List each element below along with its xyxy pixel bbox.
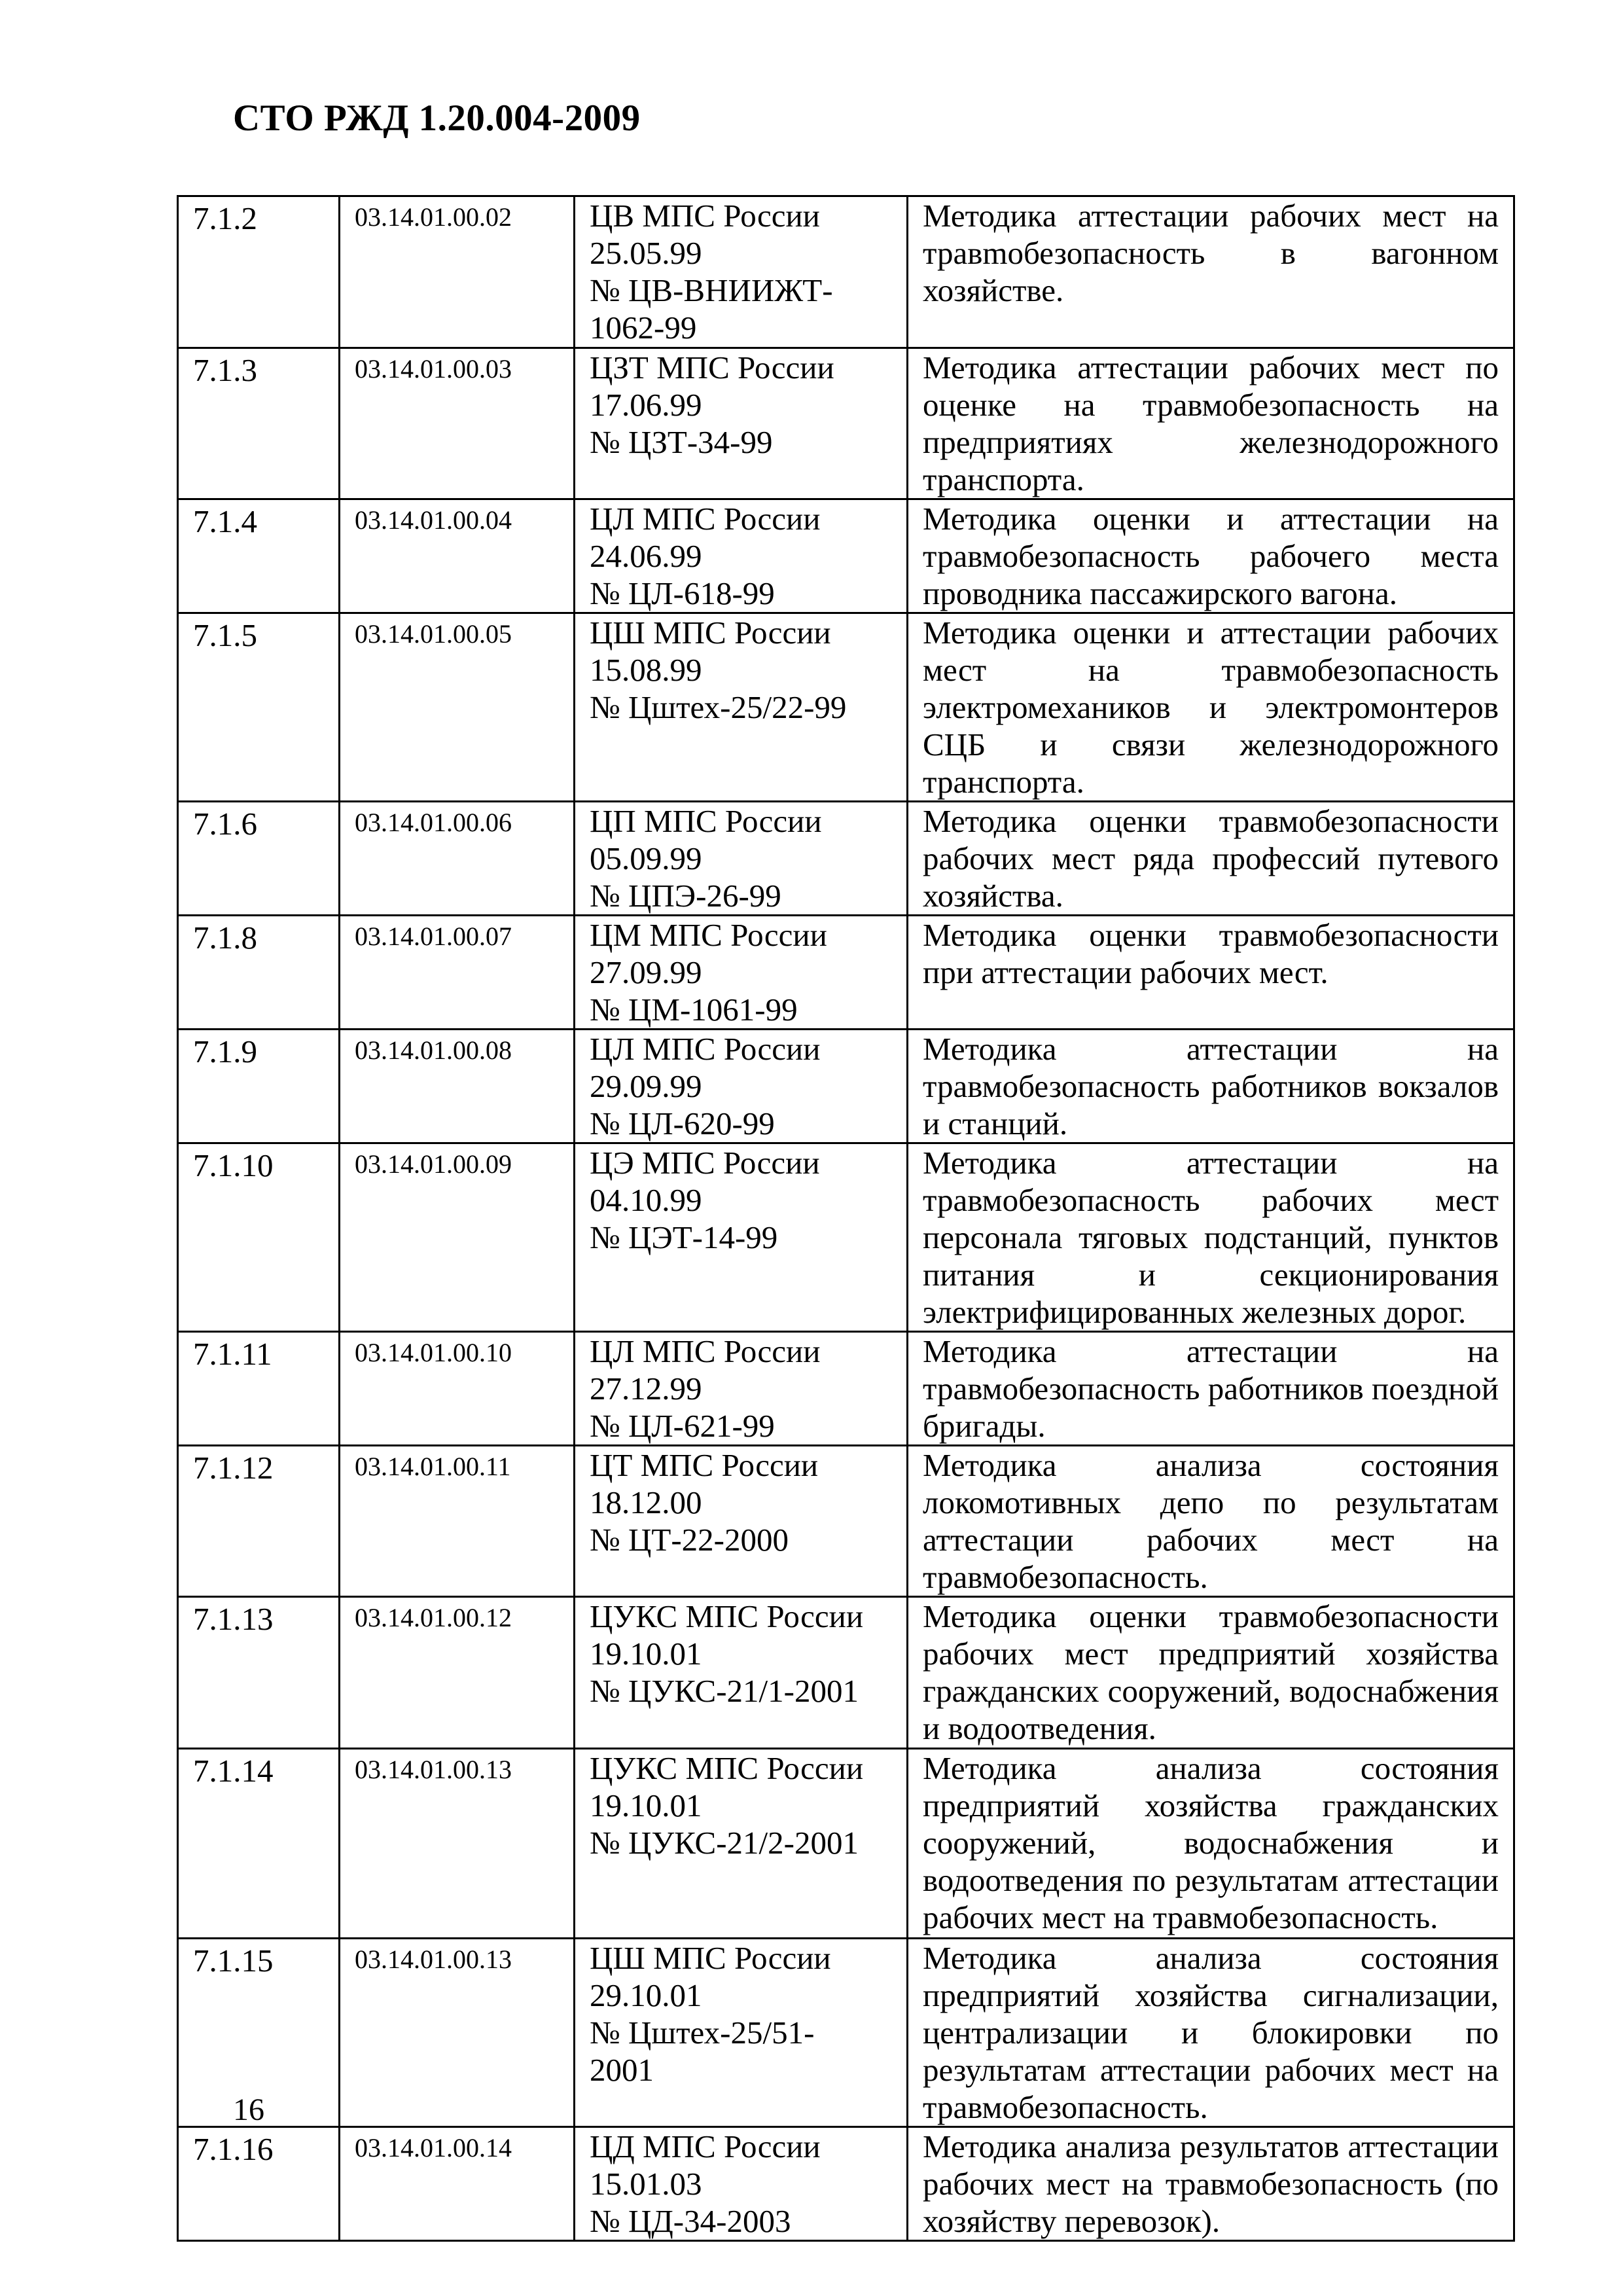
approval-line: № ЦУКС-21/2-2001 (590, 1825, 859, 1861)
table-row (178, 1749, 1514, 1939)
cell-item-number: 7.1.4 (178, 499, 340, 613)
cell-document-title: Методика оценки травмобезопасности рабочих мест ряда профессий путевого хозяйства. (908, 802, 1514, 916)
approval-line: № ЦЛ-618-99 (590, 575, 775, 611)
standards-table (177, 195, 1515, 2242)
cell-classifier-code: 03.14.01.00.04 (340, 499, 575, 613)
approval-line: № ЦЛ-621-99 (590, 1408, 775, 1444)
cell-item-number: 7.1.16 (178, 2127, 340, 2241)
approval-line: 1062-99 (590, 310, 697, 346)
cell-classifier-code: 03.14.01.00.07 (340, 916, 575, 1030)
approval-line: № ЦЗТ-34-99 (590, 424, 773, 460)
cell-classifier-code: 03.14.01.00.11 (340, 1446, 575, 1597)
cell-classifier-code: 03.14.01.00.12 (340, 1597, 575, 1749)
cell-item-number: 7.1.3 (178, 348, 340, 499)
approval-line: 19.10.01 (590, 1787, 702, 1823)
cell-classifier-code: 03.14.01.00.05 (340, 613, 575, 802)
approval-line: ЦШ МПС России (590, 615, 831, 651)
cell-classifier-code: 03.14.01.00.02 (340, 196, 575, 348)
approval-line: № ЦЛ-620-99 (590, 1105, 775, 1141)
approval-line: № ЦМ-1061-99 (590, 992, 798, 1028)
approval-line: № ЦЭТ-14-99 (590, 1219, 778, 1255)
approval-line: ЦЭ МПС России (590, 1145, 820, 1181)
cell-document-title: Методика аттестации на травмобезопасность работников вокзалов и станций. (908, 1030, 1514, 1143)
cell-approval (575, 196, 908, 348)
approval-line: 25.05.99 (590, 235, 702, 271)
cell-approval (575, 802, 908, 916)
cell-item-number: 7.1.10 (178, 1143, 340, 1332)
cell-approval (575, 2127, 908, 2241)
cell-document-title: Методика анализа состояния предприятий хозяйства гражданских сооружений, водоснабжения и водоотведения по результатам аттестации рабочих мест на травмобезопасность. (908, 1749, 1514, 1939)
table-row (178, 1143, 1514, 1332)
cell-classifier-code: 03.14.01.00.03 (340, 348, 575, 499)
approval-line: 05.09.99 (590, 840, 702, 876)
cell-document-title: Методика аттестации на травмобезопасность работников поездной бригады. (908, 1332, 1514, 1446)
cell-document-title: Методика анализа результатов аттестации рабочих мест на травмобезопасность (по хозяйству перевозок). (908, 2127, 1514, 2241)
approval-line: ЦУКС МПС России (590, 1598, 864, 1634)
cell-document-title: Методика аттестации рабочих мест по оценке на травмобезопасность на предприятиях железнодорожного транспорта. (908, 348, 1514, 499)
cell-item-number: 7.1.14 (178, 1749, 340, 1939)
cell-item-number: 7.1.6 (178, 802, 340, 916)
cell-approval (575, 1446, 908, 1597)
cell-approval (575, 1143, 908, 1332)
cell-document-title: Методика оценки травмобезопасности при аттестации рабочих мест. (908, 916, 1514, 1030)
cell-item-number: 7.1.12 (178, 1446, 340, 1597)
table-row (178, 1939, 1514, 2127)
cell-item-number: 7.1.8 (178, 916, 340, 1030)
approval-line: ЦЛ МПС России (590, 1031, 821, 1067)
approval-line: ЦТ МПС России (590, 1447, 819, 1483)
cell-document-title: Методика аттестации рабочих мест на травmобезопасность в вагонном хозяйстве. (908, 196, 1514, 348)
table-row (178, 2127, 1514, 2241)
cell-classifier-code: 03.14.01.00.14 (340, 2127, 575, 2241)
approval-line: № ЦУКС-21/1-2001 (590, 1673, 859, 1709)
approval-line: № ЦТ-22-2000 (590, 1522, 789, 1558)
approval-line: ЦМ МПС России (590, 917, 827, 953)
approval-line: № Цштех-25/22-99 (590, 689, 847, 725)
cell-approval (575, 1749, 908, 1939)
approval-line: 24.06.99 (590, 538, 702, 574)
approval-line: 18.12.00 (590, 1484, 702, 1520)
cell-item-number: 7.1.11 (178, 1332, 340, 1446)
table-body (178, 196, 1514, 2241)
cell-item-number: 7.1.2 (178, 196, 340, 348)
cell-document-title: Методика аттестации на травмобезопасность рабочих мест персонала тяговых подстанций, пунктов питания и секционирования электрифицированных железных дорог. (908, 1143, 1514, 1332)
cell-item-number: 7.1.13 (178, 1597, 340, 1749)
cell-approval (575, 348, 908, 499)
approval-line: 27.09.99 (590, 954, 702, 990)
cell-approval (575, 1030, 908, 1143)
table-row (178, 499, 1514, 613)
approval-line: 04.10.99 (590, 1182, 702, 1218)
approval-line: 29.10.01 (590, 1977, 702, 2013)
page-number: 16 (233, 2092, 264, 2127)
cell-approval (575, 916, 908, 1030)
table-row (178, 802, 1514, 916)
cell-item-number: 7.1.15 (178, 1939, 340, 2127)
cell-approval (575, 1597, 908, 1749)
approval-line: ЦД МПС России (590, 2128, 821, 2164)
cell-document-title: Методика оценки травмобезопасности рабочих мест предприятий хозяйства гражданских сооружений, водоснабжения и водоотведения. (908, 1597, 1514, 1749)
table-row (178, 1332, 1514, 1446)
approval-line: 27.12.99 (590, 1371, 702, 1407)
approval-line: ЦЛ МПС России (590, 1333, 821, 1369)
cell-document-title: Методика анализа состояния локомотивных депо по результатам аттестации рабочих мест на травмобезопасность. (908, 1446, 1514, 1597)
cell-document-title: Методика оценки и аттестации рабочих мест на травмобезопасность электромехаников и электромонтеров СЦБ и связи железнодорожного транспорта. (908, 613, 1514, 802)
table-row (178, 613, 1514, 802)
approval-line: № Цштех-25/51- (590, 2015, 815, 2051)
table-row (178, 1446, 1514, 1597)
table-row (178, 1597, 1514, 1749)
approval-line: 29.09.99 (590, 1068, 702, 1104)
approval-line: ЦВ МПС России (590, 198, 820, 234)
approval-line: ЦШ МПС России (590, 1940, 831, 1976)
table-row (178, 196, 1514, 348)
approval-line: 15.01.03 (590, 2166, 702, 2202)
cell-classifier-code: 03.14.01.00.10 (340, 1332, 575, 1446)
approval-line: ЦЗТ МПС России (590, 350, 834, 386)
cell-document-title: Методика анализа состояния предприятий хозяйства сигнализации, централизации и блокировки по результатам аттестации рабочих мест на травмобезопасность. (908, 1939, 1514, 2127)
table-row (178, 348, 1514, 499)
approval-line: 2001 (590, 2052, 654, 2088)
cell-classifier-code: 03.14.01.00.09 (340, 1143, 575, 1332)
document-header: СТО РЖД 1.20.004-2009 (233, 98, 641, 139)
table-row (178, 916, 1514, 1030)
approval-line: № ЦВ-ВНИИЖТ- (590, 272, 833, 308)
approval-line: № ЦД-34-2003 (590, 2203, 791, 2239)
cell-item-number: 7.1.5 (178, 613, 340, 802)
approval-line: ЦЛ МПС России (590, 501, 821, 537)
approval-line: ЦУКС МПС России (590, 1750, 864, 1786)
cell-classifier-code: 03.14.01.00.08 (340, 1030, 575, 1143)
cell-classifier-code: 03.14.01.00.13 (340, 1939, 575, 2127)
cell-approval (575, 1939, 908, 2127)
cell-item-number: 7.1.9 (178, 1030, 340, 1143)
cell-classifier-code: 03.14.01.00.13 (340, 1749, 575, 1939)
cell-approval (575, 613, 908, 802)
approval-line: 17.06.99 (590, 387, 702, 423)
approval-line: № ЦПЭ-26-99 (590, 878, 781, 914)
approval-line: 19.10.01 (590, 1636, 702, 1672)
approval-line: 15.08.99 (590, 652, 702, 688)
table-row (178, 1030, 1514, 1143)
cell-approval (575, 499, 908, 613)
approval-line: ЦП МПС России (590, 803, 822, 839)
cell-classifier-code: 03.14.01.00.06 (340, 802, 575, 916)
cell-document-title: Методика оценки и аттестации на травмобезопасность рабочего места проводника пассажирского вагона. (908, 499, 1514, 613)
cell-approval (575, 1332, 908, 1446)
